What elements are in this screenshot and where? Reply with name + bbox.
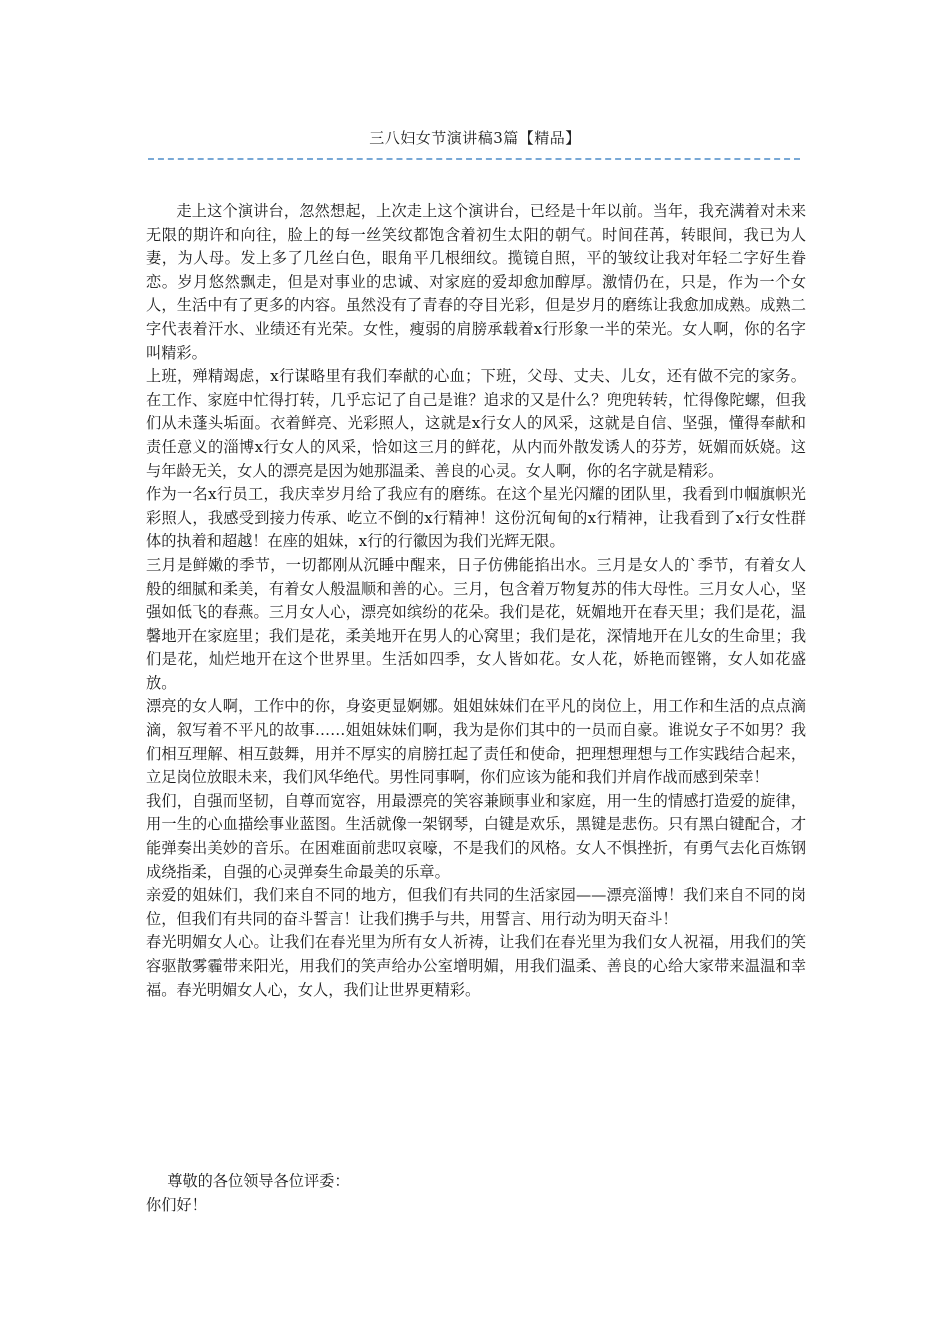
paragraph-6: 我们，自强而坚韧，自尊而宽容，用最漂亮的笑容兼顾事业和家庭，用一生的情感打造爱的旋律，用一生的心血描绘事业蓝图。生活就像一架钢琴，白键是欢乐，黑键是悲伤。只有黑白键配合，才能弹奏出美妙的音乐。在困难面前悲叹哀嚎，不是我们的风格。女人不惧挫折，有勇气去化百炼钢成绕指柔，自强的心灵弹奏生命最美的乐章。 <box>146 791 806 881</box>
paragraph-8: 春光明媚女人心。让我们在春光里为所有女人祈祷，让我们在春光里为我们女人祝福，用我们的笑容驱散雾霾带来阳光，用我们的笑声给办公室增明媚，用我们温柔、善良的心给大家带来温温和幸福。春光明媚女人心，女人，我们让世界更精彩。 <box>146 933 806 999</box>
speech-body <box>146 200 806 1002</box>
greeting: 你们好！ <box>146 1195 207 1214</box>
page-title: 三八妇女节演讲稿3篇【精品】 <box>369 129 581 147</box>
paragraph-5: 漂亮的女人啊，工作中的你，身姿更显婀娜。姐姐妹妹们在平凡的岗位上，用工作和生活的点点滴滴，叙写着不平凡的故事……姐姐妹妹们啊，我为是你们其中的一员而自豪。谁说女子不如男？我们相互理解、相互鼓舞，用并不厚实的肩膀扛起了责任和使命，把理想理想与工作实践结合起来，立足岗位放眼未来，我们风华绝代。男性同事啊，你们应该为能和我们并肩作战而感到荣幸！ <box>146 697 806 787</box>
paragraph-4: 三月是鲜嫩的季节，一切都刚从沉睡中醒来，日子仿佛能掐出水。三月是女人的`季节，有着女人般的细腻和柔美，有着女人般温顺和善的心。三月，包含着万物复苏的伟大母性。三月女人心，坚强如低飞的春燕。三月女人心，漂亮如缤纷的花朵。我们是花，妩媚地开在春天里；我们是花，温馨地开在家庭里；我们是花，柔美地开在男人的心窝里；我们是花，深情地开在儿女的生命里；我们是花，灿烂地开在这个世界里。生活如四季，女人皆如花。女人花，娇艳而铿锵，女人如花盛放。 <box>146 555 806 692</box>
second-speech-opening <box>146 1170 806 1217</box>
paragraph-1: 走上这个演讲台，忽然想起，上次走上这个演讲台，已经是十年以前。当年，我充满着对未来无限的期许和向往，脸上的每一丝笑纹都饱含着初生太阳的朝气。时间荏苒，转眼间，我已为人妻，为人母。发上多了几丝白色，眼角平几根细纹。揽镜自照，平的皱纹让我对年轻二字好生眷恋。岁月悠然飘走，但是对事业的忠诚、对家庭的爱却愈加醇厚。激情仍在，只是，作为一个女人，生活中有了更多的内容。虽然没有了青春的夺目光彩，但是岁月的磨练让我愈加成熟。成熟二字代表着汗水、业绩还有光荣。女性，瘦弱的肩膀承载着x行形象一半的荣光。女人啊，你的名字叫精彩。 <box>146 202 806 362</box>
paragraph-2: 上班，殚精竭虑，x行谋略里有我们奉献的心血；下班，父母、丈夫、儿女，还有做不完的家务。在工作、家庭中忙得打转，几乎忘记了自己是谁？追求的又是什么？兜兜转转，忙得像陀螺，但我们从未蓬头垢面。衣着鲜亮、光彩照人，这就是x行女人的风采，这就是自信、坚强，懂得奉献和责任意义的淄博x行女人的风采，恰如这三月的鲜花，从内而外散发诱人的芬芳，妩媚而妖娆。这与年龄无关，女人的漂亮是因为她那温柔、善良的心灵。女人啊，你的名字就是精彩。 <box>146 367 806 480</box>
paragraph-7: 亲爱的姐妹们，我们来自不同的地方，但我们有共同的生活家园——漂亮淄博！我们来自不同的岗位，但我们有共同的奋斗誓言！让我们携手与共，用誓言、用行动为明天奋斗！ <box>146 886 806 928</box>
salutation: 尊敬的各位领导各位评委： <box>167 1172 350 1190</box>
paragraph-3: 作为一名x行员工，我庆幸岁月给了我应有的磨练。在这个星光闪耀的团队里，我看到巾帼旗帜光彩照人，我感受到接力传承、屹立不倒的x行精神！这份沉甸甸的x行精神，让我看到了x行女性群体的执着和超越！在座的姐妹，x行的行徽因为我们光辉无限。 <box>146 485 806 551</box>
title-divider <box>148 158 800 160</box>
